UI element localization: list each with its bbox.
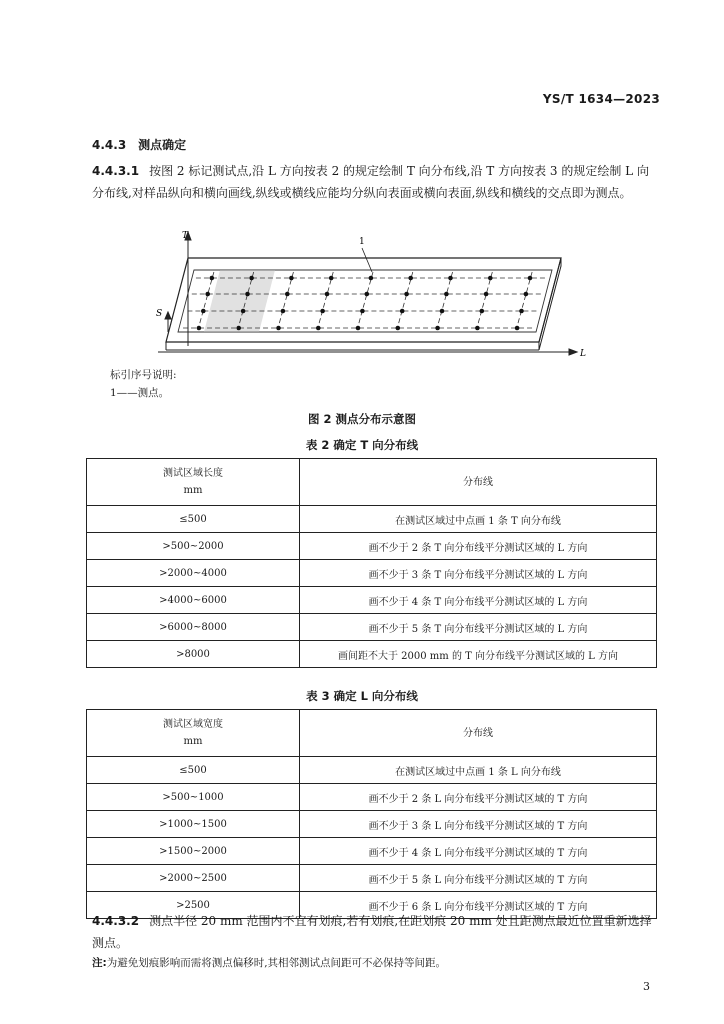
t-distribution-line bbox=[277, 272, 293, 330]
range-cell: >2000~2500 bbox=[87, 865, 300, 892]
page-number: 3 bbox=[643, 980, 650, 993]
test-point bbox=[396, 326, 401, 331]
table-row bbox=[87, 614, 657, 641]
test-point bbox=[316, 326, 321, 331]
test-point bbox=[488, 276, 493, 281]
column-header-width bbox=[87, 710, 300, 757]
callout-number: 1 bbox=[359, 237, 365, 247]
range-cell: >1000~1500 bbox=[87, 811, 300, 838]
range-cell: >2500 bbox=[87, 892, 300, 919]
test-point bbox=[249, 276, 254, 281]
test-point bbox=[365, 292, 370, 297]
column-header-lines: 分布线 bbox=[300, 459, 657, 506]
distribution-cell: 画不少于 3 条 L 向分布线平分测试区域的 T 方向 bbox=[300, 811, 657, 838]
note-text: 为避免划痕影响而需将测点偏移时,其相邻测试点间距可不必保持等间距。 bbox=[106, 957, 447, 969]
t-axis-label: T bbox=[182, 231, 189, 241]
range-cell: >500~1000 bbox=[87, 784, 300, 811]
s-axis-arrow bbox=[165, 312, 171, 319]
range-cell: >2000~4000 bbox=[87, 560, 300, 587]
section-heading bbox=[92, 136, 186, 153]
l-axis-arrow bbox=[569, 349, 577, 355]
distribution-cell: 画不少于 6 条 L 向分布线平分测试区域的 T 方向 bbox=[300, 892, 657, 919]
table-row bbox=[87, 641, 657, 668]
test-point bbox=[245, 292, 250, 297]
test-point bbox=[197, 326, 202, 331]
column-header-length bbox=[87, 459, 300, 506]
t-distribution-line bbox=[317, 272, 333, 330]
range-cell: >500~2000 bbox=[87, 533, 300, 560]
distribution-cell: 画不少于 5 条 T 向分布线平分测试区域的 L 方向 bbox=[300, 614, 657, 641]
test-point bbox=[241, 309, 246, 314]
clause-text: 测点半径 20 mm 范围内不宜有划痕,若有划痕,在距划痕 20 mm 处且距测点最近位置重新选择测点。 bbox=[92, 914, 652, 950]
header-unit: mm bbox=[183, 736, 203, 747]
test-point bbox=[528, 276, 533, 281]
table2-caption: 表 2 确定 T 向分布线 bbox=[305, 438, 419, 452]
test-point bbox=[404, 292, 409, 297]
l-axis-label: L bbox=[580, 349, 586, 359]
range-cell: >4000~6000 bbox=[87, 587, 300, 614]
test-point bbox=[519, 309, 524, 314]
test-point bbox=[281, 309, 286, 314]
test-point bbox=[276, 326, 281, 331]
test-point bbox=[201, 309, 206, 314]
table-row bbox=[87, 811, 657, 838]
legend-item: 1——测点。 bbox=[110, 387, 170, 399]
distribution-cell: 在测试区域过中点画 1 条 L 向分布线 bbox=[300, 757, 657, 784]
sample-side-face bbox=[539, 258, 561, 350]
column-header-lines: 分布线 bbox=[300, 710, 657, 757]
test-point bbox=[484, 292, 489, 297]
table-header-row bbox=[87, 710, 657, 757]
clause-number: 4.4.3.2 bbox=[92, 914, 140, 928]
test-point bbox=[320, 309, 325, 314]
t-distribution-line bbox=[476, 272, 492, 330]
clause-4432 bbox=[92, 910, 660, 954]
distribution-cell: 画不少于 4 条 T 向分布线平分测试区域的 L 方向 bbox=[300, 587, 657, 614]
note bbox=[92, 955, 446, 970]
test-point bbox=[285, 292, 290, 297]
test-point bbox=[515, 326, 520, 331]
header-label: 测试区域长度 bbox=[163, 468, 223, 479]
table-row bbox=[87, 865, 657, 892]
table-row bbox=[87, 757, 657, 784]
table-row bbox=[87, 506, 657, 533]
test-point-diagram bbox=[140, 228, 600, 368]
test-point bbox=[369, 276, 374, 281]
range-cell: ≤500 bbox=[87, 506, 300, 533]
standard-code: YS/T 1634—2023 bbox=[542, 92, 660, 106]
test-point bbox=[408, 276, 413, 281]
table-row bbox=[87, 838, 657, 865]
test-point bbox=[440, 309, 445, 314]
test-point bbox=[480, 309, 485, 314]
test-point bbox=[435, 326, 440, 331]
table-row bbox=[87, 784, 657, 811]
callout-line bbox=[362, 248, 372, 272]
distribution-cell: 画不少于 2 条 L 向分布线平分测试区域的 T 方向 bbox=[300, 784, 657, 811]
test-point bbox=[475, 326, 480, 331]
section-title: 测点确定 bbox=[138, 138, 187, 152]
t-distribution-line bbox=[516, 272, 532, 330]
test-point bbox=[444, 292, 449, 297]
s-axis-label: S bbox=[156, 309, 163, 319]
header-label: 测试区域宽度 bbox=[163, 719, 223, 730]
t-distribution-line bbox=[397, 272, 413, 330]
test-point bbox=[448, 276, 453, 281]
test-point bbox=[205, 292, 210, 297]
range-cell: >8000 bbox=[87, 641, 300, 668]
clause-text: 按图 2 标记测试点,沿 L 方向按表 2 的规定绘制 T 向分布线,沿 T 方向按表 3 的规定绘制 L 向分布线,对样品纵向和横向画线,纵线或横线应能均分纵向表面或横向表面,纵线和横线的交点即为测点。 bbox=[92, 164, 649, 200]
test-point bbox=[524, 292, 529, 297]
test-point bbox=[236, 326, 241, 331]
table-2 bbox=[86, 458, 657, 668]
table3-caption: 表 3 确定 L 向分布线 bbox=[306, 689, 418, 703]
t-distribution-line bbox=[357, 272, 373, 330]
test-point bbox=[210, 276, 215, 281]
clause-4431 bbox=[92, 160, 660, 204]
range-cell: ≤500 bbox=[87, 757, 300, 784]
test-point bbox=[289, 276, 294, 281]
test-point bbox=[329, 276, 334, 281]
clause-number: 4.4.3.1 bbox=[92, 164, 140, 178]
section-number: 4.4.3 bbox=[92, 138, 127, 152]
distribution-cell: 画不少于 2 条 T 向分布线平分测试区域的 L 方向 bbox=[300, 533, 657, 560]
distribution-cell: 画间距不大于 2000 mm 的 T 向分布线平分测试区域的 L 方向 bbox=[300, 641, 657, 668]
figure-caption: 图 2 测点分布示意图 bbox=[307, 412, 416, 426]
distribution-cell: 在测试区域过中点画 1 条 T 向分布线 bbox=[300, 506, 657, 533]
table-3 bbox=[86, 709, 657, 919]
table-row bbox=[87, 587, 657, 614]
t-distribution-line bbox=[437, 272, 453, 330]
table-header-row bbox=[87, 459, 657, 506]
range-cell: >6000~8000 bbox=[87, 614, 300, 641]
header-unit: mm bbox=[183, 485, 203, 496]
table-row bbox=[87, 560, 657, 587]
note-label: 注: bbox=[92, 957, 107, 969]
test-point bbox=[356, 326, 361, 331]
range-cell: >1500~2000 bbox=[87, 838, 300, 865]
test-point bbox=[325, 292, 330, 297]
test-point bbox=[400, 309, 405, 314]
legend-title: 标引序号说明: bbox=[110, 369, 177, 381]
distribution-cell: 画不少于 3 条 T 向分布线平分测试区域的 L 方向 bbox=[300, 560, 657, 587]
distribution-cell: 画不少于 4 条 L 向分布线平分测试区域的 T 方向 bbox=[300, 838, 657, 865]
distribution-cell: 画不少于 5 条 L 向分布线平分测试区域的 T 方向 bbox=[300, 865, 657, 892]
test-point bbox=[360, 309, 365, 314]
table-row bbox=[87, 533, 657, 560]
